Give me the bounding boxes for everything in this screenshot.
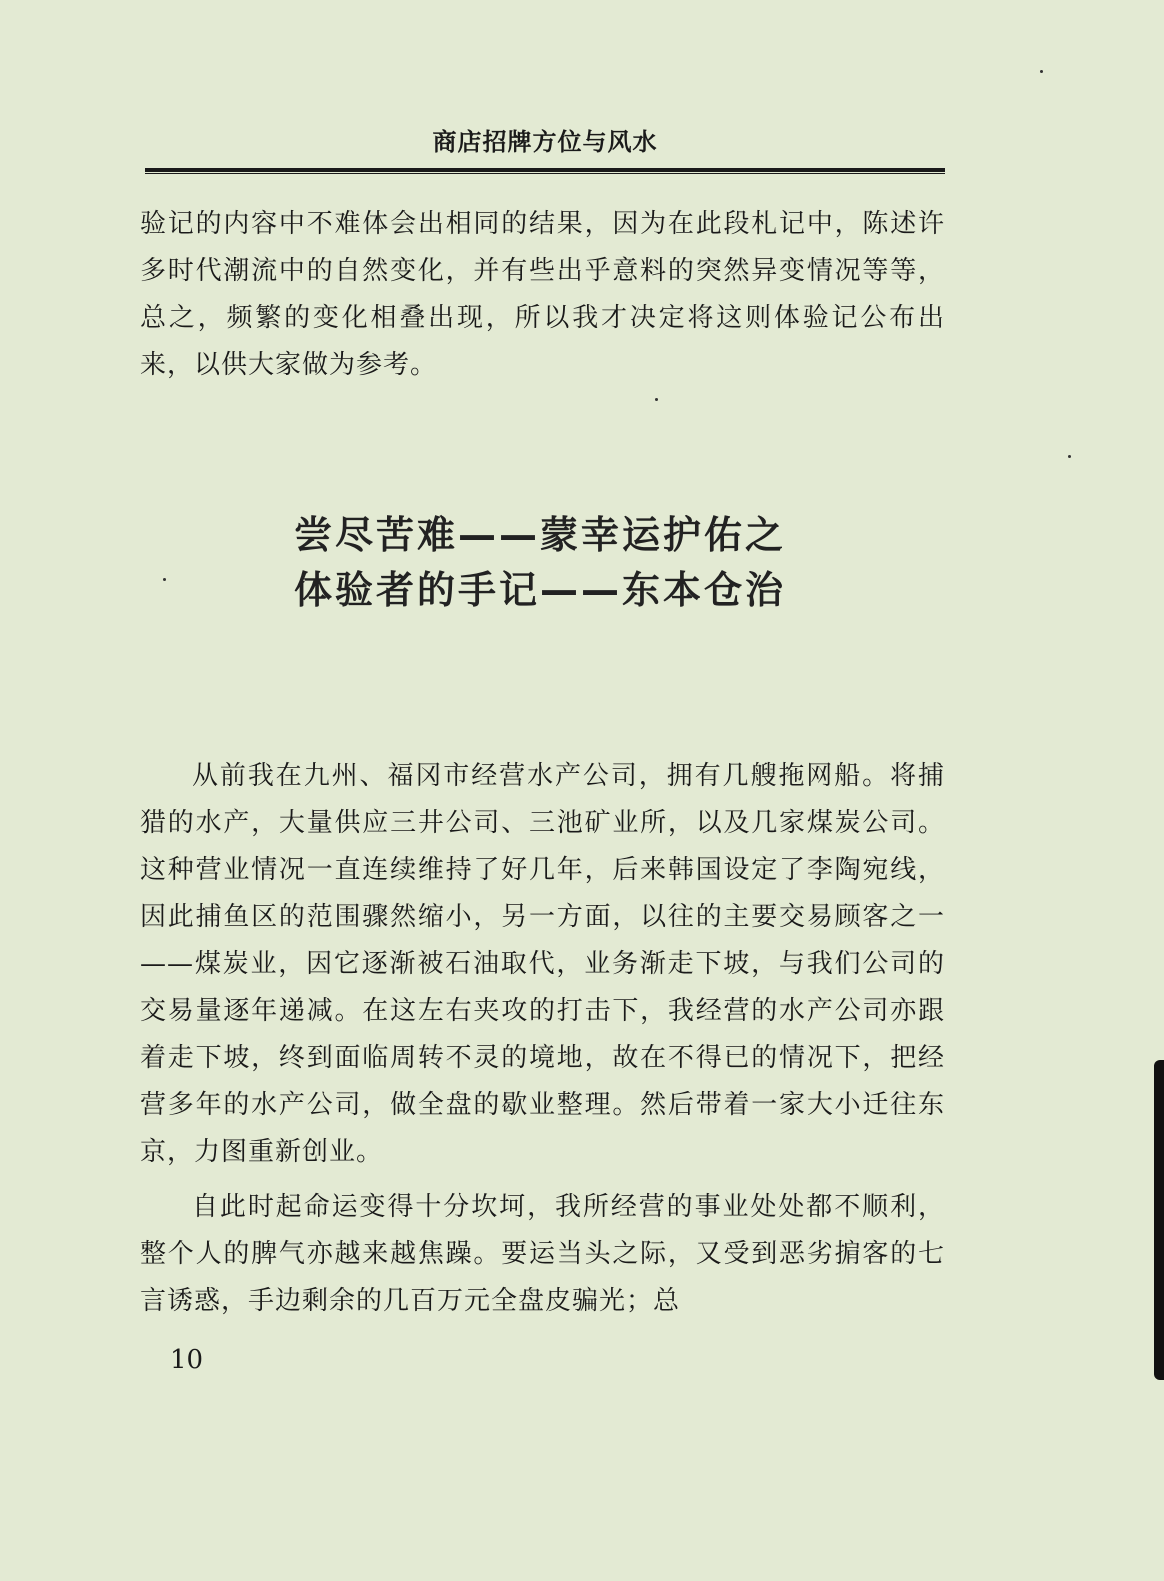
body-text xyxy=(140,753,945,1325)
section-title-line-2: 体验者的手记——东本仓治 xyxy=(293,568,786,612)
body-paragraph-2: 自此时起命运变得十分坎坷，我所经营的事业处处都不顺利，整个人的脾气亦越来越焦躁。要运当头之际，又受到恶劣掮客的七言诱惑，手边剩余的几百万元全盘皮骗光；总 xyxy=(140,1192,945,1316)
scan-speck xyxy=(163,578,166,581)
scan-speck xyxy=(1040,70,1043,73)
running-header: 商店招牌方位与风水 xyxy=(432,128,658,156)
continued-paragraph: 验记的内容中不难体会出相同的结果，因为在此段札记中，陈述许多时代潮流中的自然变化，并有些出乎意料的突然异变情况等等，总之，频繁的变化相叠出现，所以我才决定将这则体验记公布出来，以供大家做为参考。 xyxy=(140,209,945,380)
scan-speck xyxy=(1068,455,1071,458)
body-paragraph-1: 从前我在九州、福冈市经营水产公司，拥有几艘拖网船。将捕猎的水产，大量供应三井公司、三池矿业所，以及几家煤炭公司。这种营业情况一直连续维持了好几年，后来韩国设定了李陶宛线，因此捕鱼区的范围骤然缩小，另一方面，以往的主要交易顾客之一——煤炭业，因它逐渐被石油取代，业务渐走下坡，与我们公司的交易量逐年递减。在这左右夹攻的打击下，我经营的水产公司亦跟着走下坡，终到面临周转不灵的境地，故在不得已的情况下，把经营多年的水产公司，做全盘的歇业整理。然后带着一家大小迁往东京，力图重新创业。 xyxy=(140,761,945,1167)
section-title-line-1: 尝尽苦难——蒙幸运护佑之 xyxy=(293,513,786,557)
scan-speck xyxy=(655,398,658,401)
header-rule xyxy=(145,168,945,174)
section-title xyxy=(180,508,900,618)
page-number: 10 xyxy=(170,1345,204,1375)
scan-edge-shadow xyxy=(1154,1060,1164,1380)
